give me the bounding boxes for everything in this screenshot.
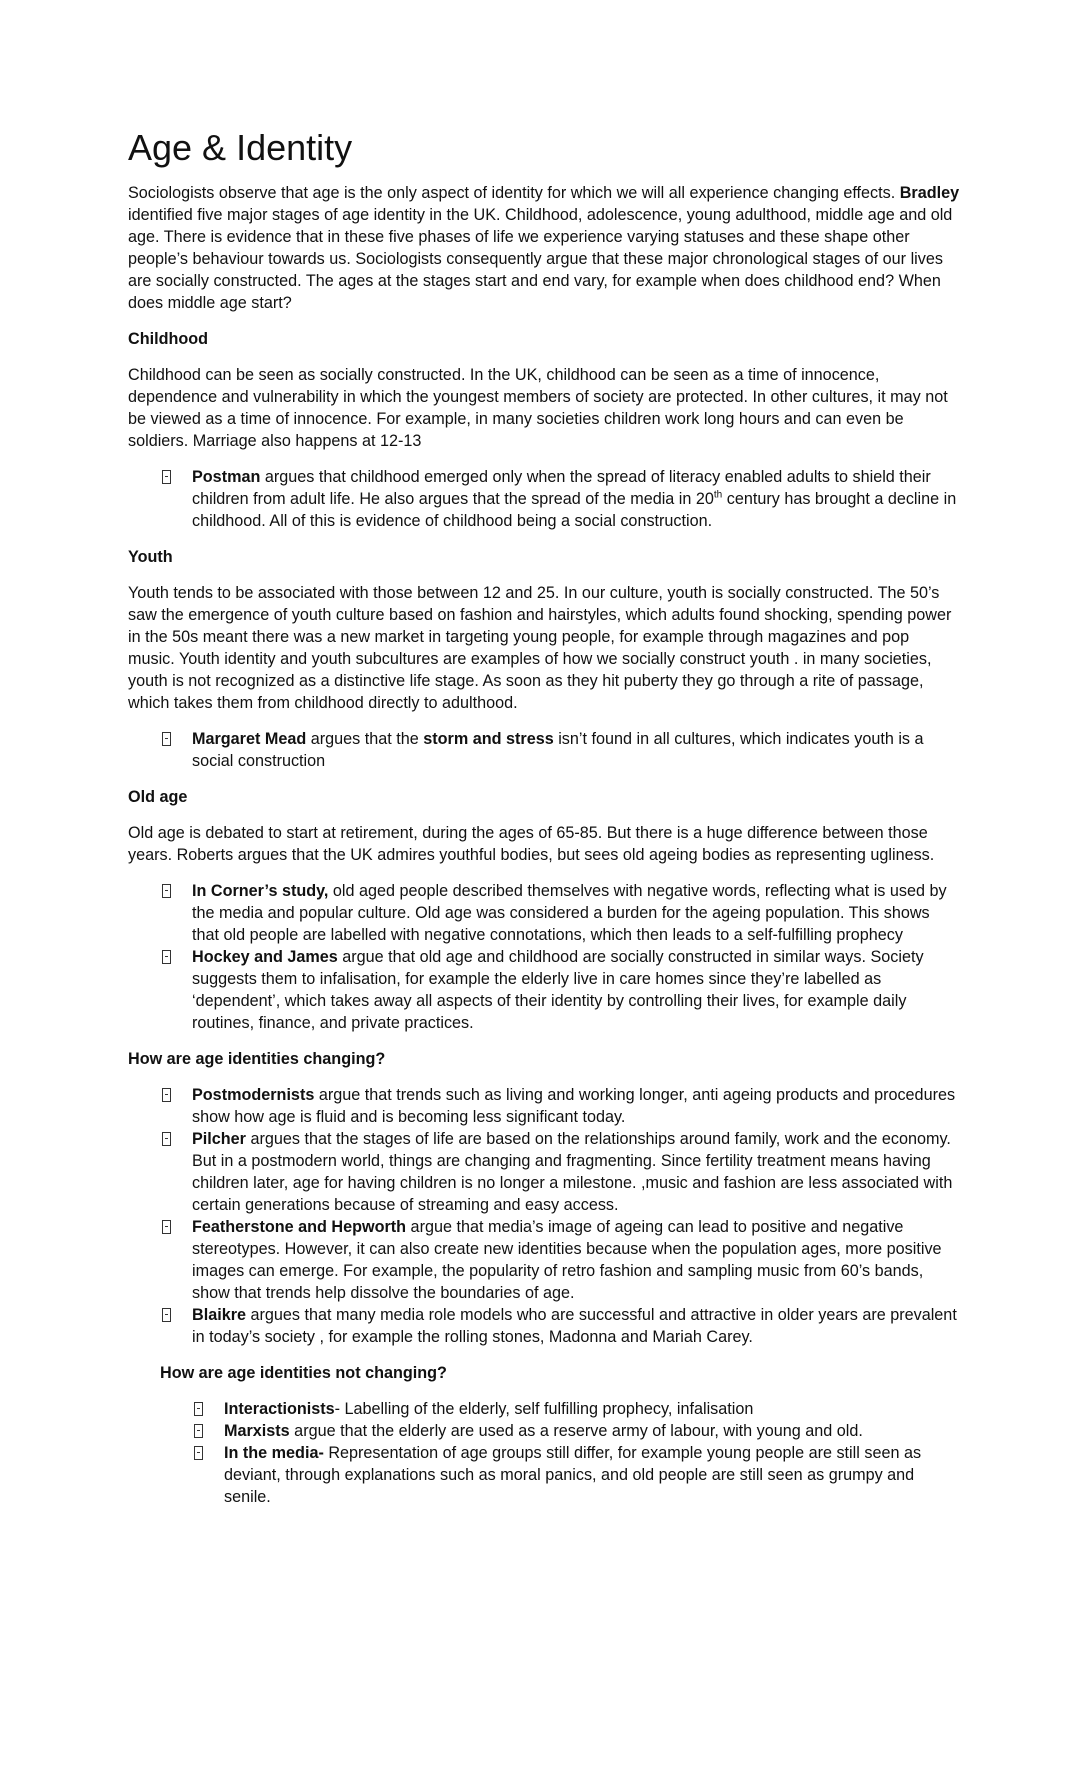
oldage-heading: Old age xyxy=(128,787,188,806)
bullet-icon xyxy=(194,1402,203,1416)
youth-heading: Youth xyxy=(128,547,173,566)
bradley-term: Bradley xyxy=(899,183,960,202)
list-item: Blaikre argues that many media role models who are successful and attractive in older years are prevalent in today’s society , for example the rolling stones, Madonna and Mariah Carey. xyxy=(192,1304,960,1348)
bullet-icon xyxy=(162,884,171,898)
document-page xyxy=(128,128,960,1522)
bullet-icon xyxy=(162,1132,171,1146)
list-item: Postmodernists argue that trends such as living and working longer, anti ageing products and procedures show how age is fluid and is becoming less significant today. xyxy=(192,1084,960,1128)
list-item: Marxists argue that the elderly are used as a reserve army of labour, with young and old. xyxy=(224,1420,960,1442)
list-item: Postman argues that childhood emerged only when the spread of literacy enabled adults to shield their children from adult life. He also argues that the spread of the media in 20th century has brought a decline in childhood. All of this is evidence of childhood being a social construction. xyxy=(192,466,960,532)
bullet-icon xyxy=(194,1446,203,1460)
bullet-icon xyxy=(162,470,171,484)
list-item: Margaret Mead argues that the storm and stress isn’t found in all cultures, which indicates youth is a social construction xyxy=(192,728,960,772)
bullet-icon xyxy=(162,1220,171,1234)
oldage-list xyxy=(128,880,960,1034)
childhood-paragraph: Childhood can be seen as socially constructed. In the UK, childhood can be seen as a time of innocence, dependence and vulnerability in which the youngest members of society are protected. In other cultures, it may not be viewed as a time of innocence. For example, in many societies children work long hours and can even be soldiers. Marriage also happens at 12-13 xyxy=(128,365,948,450)
list-item: Pilcher argues that the stages of life are based on the relationships around family, work and the economy. But in a postmodern world, things are changing and fragmenting. Since fertility treatment means having children later, age for having children is no longer a milestone. ,music and fashion are less associated with certain generations because of streaming and easy access. xyxy=(192,1128,960,1216)
bullet-icon xyxy=(162,732,171,746)
notchanging-list xyxy=(128,1398,960,1508)
list-item: Interactionists- Labelling of the elderly, self fulfilling prophecy, infalisation xyxy=(224,1398,960,1420)
bullet-icon xyxy=(162,950,171,964)
childhood-heading: Childhood xyxy=(128,329,209,348)
page-title: Age & Identity xyxy=(128,127,353,168)
bullet-icon xyxy=(162,1088,171,1102)
changing-list xyxy=(128,1084,960,1348)
youth-list xyxy=(128,728,960,772)
childhood-list xyxy=(128,466,960,532)
oldage-paragraph: Old age is debated to start at retirement, during the ages of 65-85. But there is a huge difference between those years. Roberts argues that the UK admires youthful bodies, but sees old ageing bodies as representing ugliness. xyxy=(128,823,935,864)
youth-paragraph: Youth tends to be associated with those between 12 and 25. In our culture, youth is socially constructed. The 50’s saw the emergence of youth culture based on fashion and hairstyles, which adults found shocking, spending power in the 50s meant there was a new market in targeting young people, for example through magazines and pop music. Youth identity and youth subcultures are examples of how we socially construct youth . in many societies, youth is not recognized as a distinctive life stage. As soon as they hit puberty they go through a rite of passage, which takes them from childhood directly to adulthood. xyxy=(128,583,952,712)
notchanging-heading: How are age identities not changing? xyxy=(160,1363,447,1382)
list-item: In Corner’s study, old aged people described themselves with negative words, reflecting what is used by the media and popular culture. Old age was considered a burden for the ageing population. This shows that old people are labelled with negative connotations, which then leads to a self-fulfilling prophecy xyxy=(192,880,960,946)
bullet-icon xyxy=(162,1308,171,1322)
changing-heading: How are age identities changing? xyxy=(128,1049,386,1068)
list-item: Hockey and James argue that old age and childhood are socially constructed in similar ways. Society suggests them to infalisation, for example the elderly live in care homes since they’re labelled as ‘dependent’, which takes away all aspects of their identity by controlling their lives, for example daily routines, finance, and private practices. xyxy=(192,946,960,1034)
list-item: In the media- Representation of age groups still differ, for example young people are still seen as deviant, through explanations such as moral panics, and old people are still seen as grumpy and senile. xyxy=(224,1442,960,1508)
list-item: Featherstone and Hepworth argue that media’s image of ageing can lead to positive and negative stereotypes. However, it can also create new identities because when the population ages, more positive images can emerge. For example, the popularity of retro fashion and sampling music from 60’s bands, show that trends help dissolve the boundaries of age. xyxy=(192,1216,960,1304)
intro-paragraph: Sociologists observe that age is the only aspect of identity for which we will all experience changing effects. Bradley identified five major stages of age identity in the UK. Childhood, adolescence, young adulthood, middle age and old age. There is evidence that in these five phases of life we experience varying statuses and these shape other people’s behaviour towards us. Sociologists consequently argue that these major chronological stages of our lives are socially constructed. The ages at the stages start and end vary, for example when does childhood end? When does middle age start? xyxy=(128,183,960,312)
bullet-icon xyxy=(194,1424,203,1438)
